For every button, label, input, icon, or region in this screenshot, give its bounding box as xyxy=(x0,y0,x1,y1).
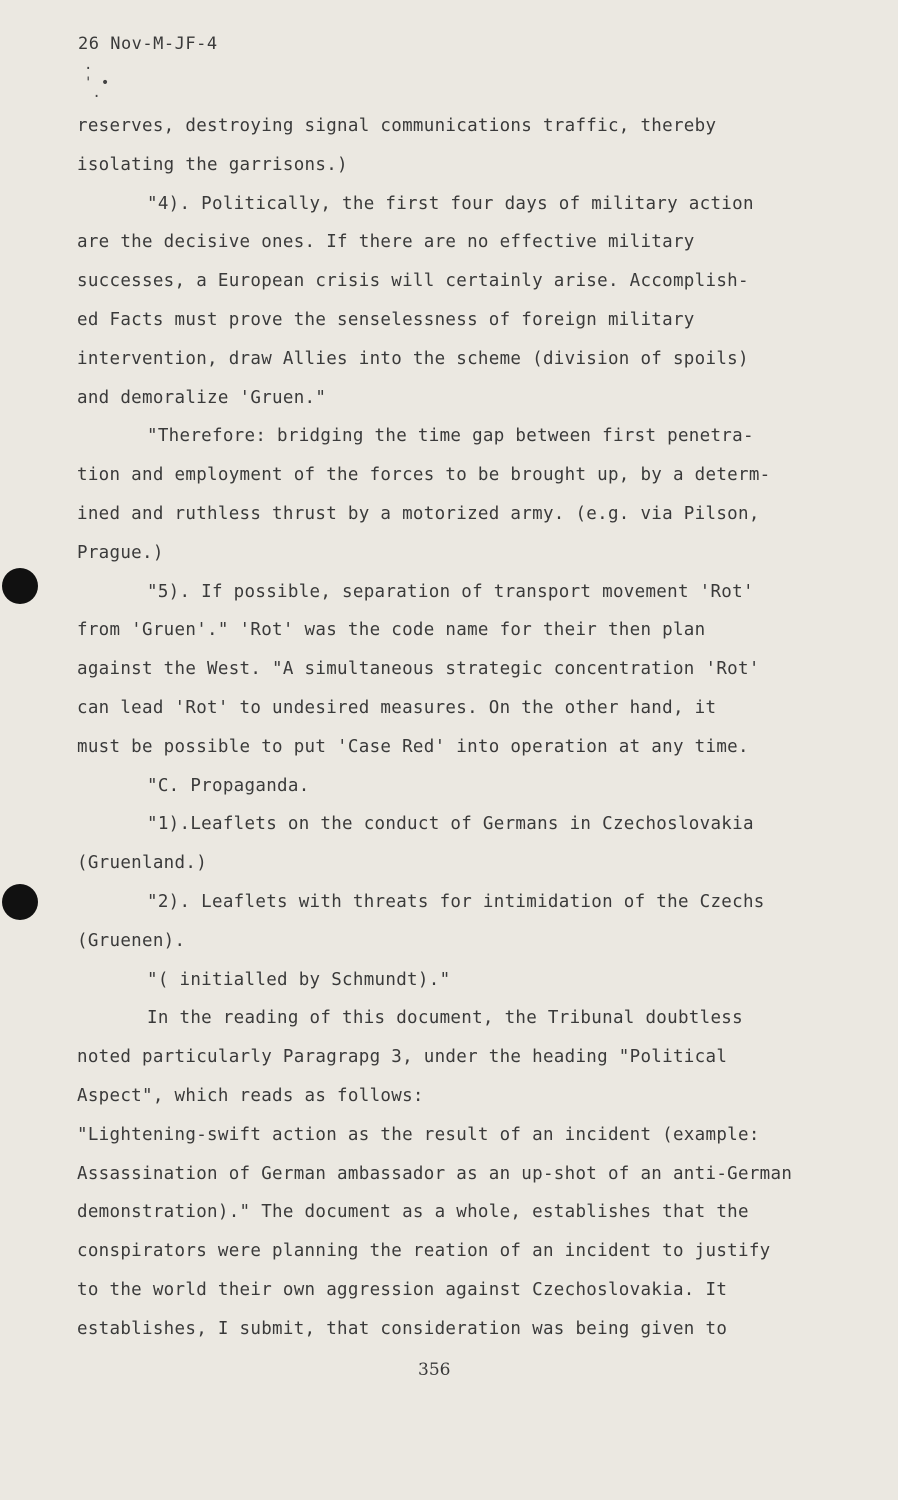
text-line: conspirators were planning the reation of an incident to justify xyxy=(77,1241,771,1262)
text-line: and demoralize 'Gruen." xyxy=(77,387,327,408)
text-line: "1).Leaflets on the conduct of Germans in Czechoslovakia xyxy=(147,814,754,835)
page-number: 356 xyxy=(418,1360,451,1380)
text-line: (Gruenen). xyxy=(77,930,186,951)
text-line: Assassination of German ambassador as an up-shot of an anti-German xyxy=(77,1163,793,1184)
text-line: "2). Leaflets with threats for intimidation of the Czechs xyxy=(147,891,765,912)
text-line: (Gruenland.) xyxy=(77,853,208,874)
text-line: can lead 'Rot' to undesired measures. On the other hand, it xyxy=(77,697,717,718)
punch-hole-top xyxy=(2,568,38,604)
text-line: demonstration)." The document as a whole, establishes that the xyxy=(77,1202,749,1223)
punch-hole-bottom xyxy=(2,884,38,920)
document-body xyxy=(77,107,857,1349)
text-line: "Therefore: bridging the time gap between first penetra- xyxy=(147,426,754,447)
text-line: "( initialled by Schmundt)." xyxy=(147,969,451,990)
text-line: Prague.) xyxy=(77,542,164,563)
text-line: successes, a European crisis will certainly arise. Accomplish- xyxy=(77,271,749,292)
text-line: must be possible to put 'Case Red' into operation at any time. xyxy=(77,736,749,757)
text-line: intervention, draw Allies into the scheme (division of spoils) xyxy=(77,348,749,369)
text-line: "C. Propaganda. xyxy=(147,775,310,796)
page-header: 26 Nov-M-JF-4 xyxy=(78,34,218,54)
margin-marks: · ' • · xyxy=(84,61,110,105)
text-line: ined and ruthless thrust by a motorized army. (e.g. via Pilson, xyxy=(77,503,760,524)
text-line: "Lightening-swift action as the result of an incident (example: xyxy=(77,1124,760,1145)
text-line: tion and employment of the forces to be brought up, by a determ- xyxy=(77,465,771,486)
text-line: against the West. "A simultaneous strategic concentration 'Rot' xyxy=(77,659,760,680)
text-line: to the world their own aggression against Czechoslovakia. It xyxy=(77,1279,728,1300)
text-line: "4). Politically, the first four days of military action xyxy=(147,193,754,214)
text-line: isolating the garrisons.) xyxy=(77,154,348,175)
text-line: are the decisive ones. If there are no effective military xyxy=(77,232,695,253)
text-line: establishes, I submit, that consideration was being given to xyxy=(77,1318,728,1339)
text-line: ed Facts must prove the senselessness of foreign military xyxy=(77,309,695,330)
text-line: noted particularly Paragrapg 3, under the heading "Political xyxy=(77,1047,728,1068)
text-line: In the reading of this document, the Tribunal doubtless xyxy=(147,1008,743,1029)
text-line: "5). If possible, separation of transport movement 'Rot' xyxy=(147,581,754,602)
text-line: from 'Gruen'." 'Rot' was the code name for their then plan xyxy=(77,620,706,641)
text-line: Aspect", which reads as follows: xyxy=(77,1085,424,1106)
text-line: reserves, destroying signal communications traffic, thereby xyxy=(77,116,717,136)
